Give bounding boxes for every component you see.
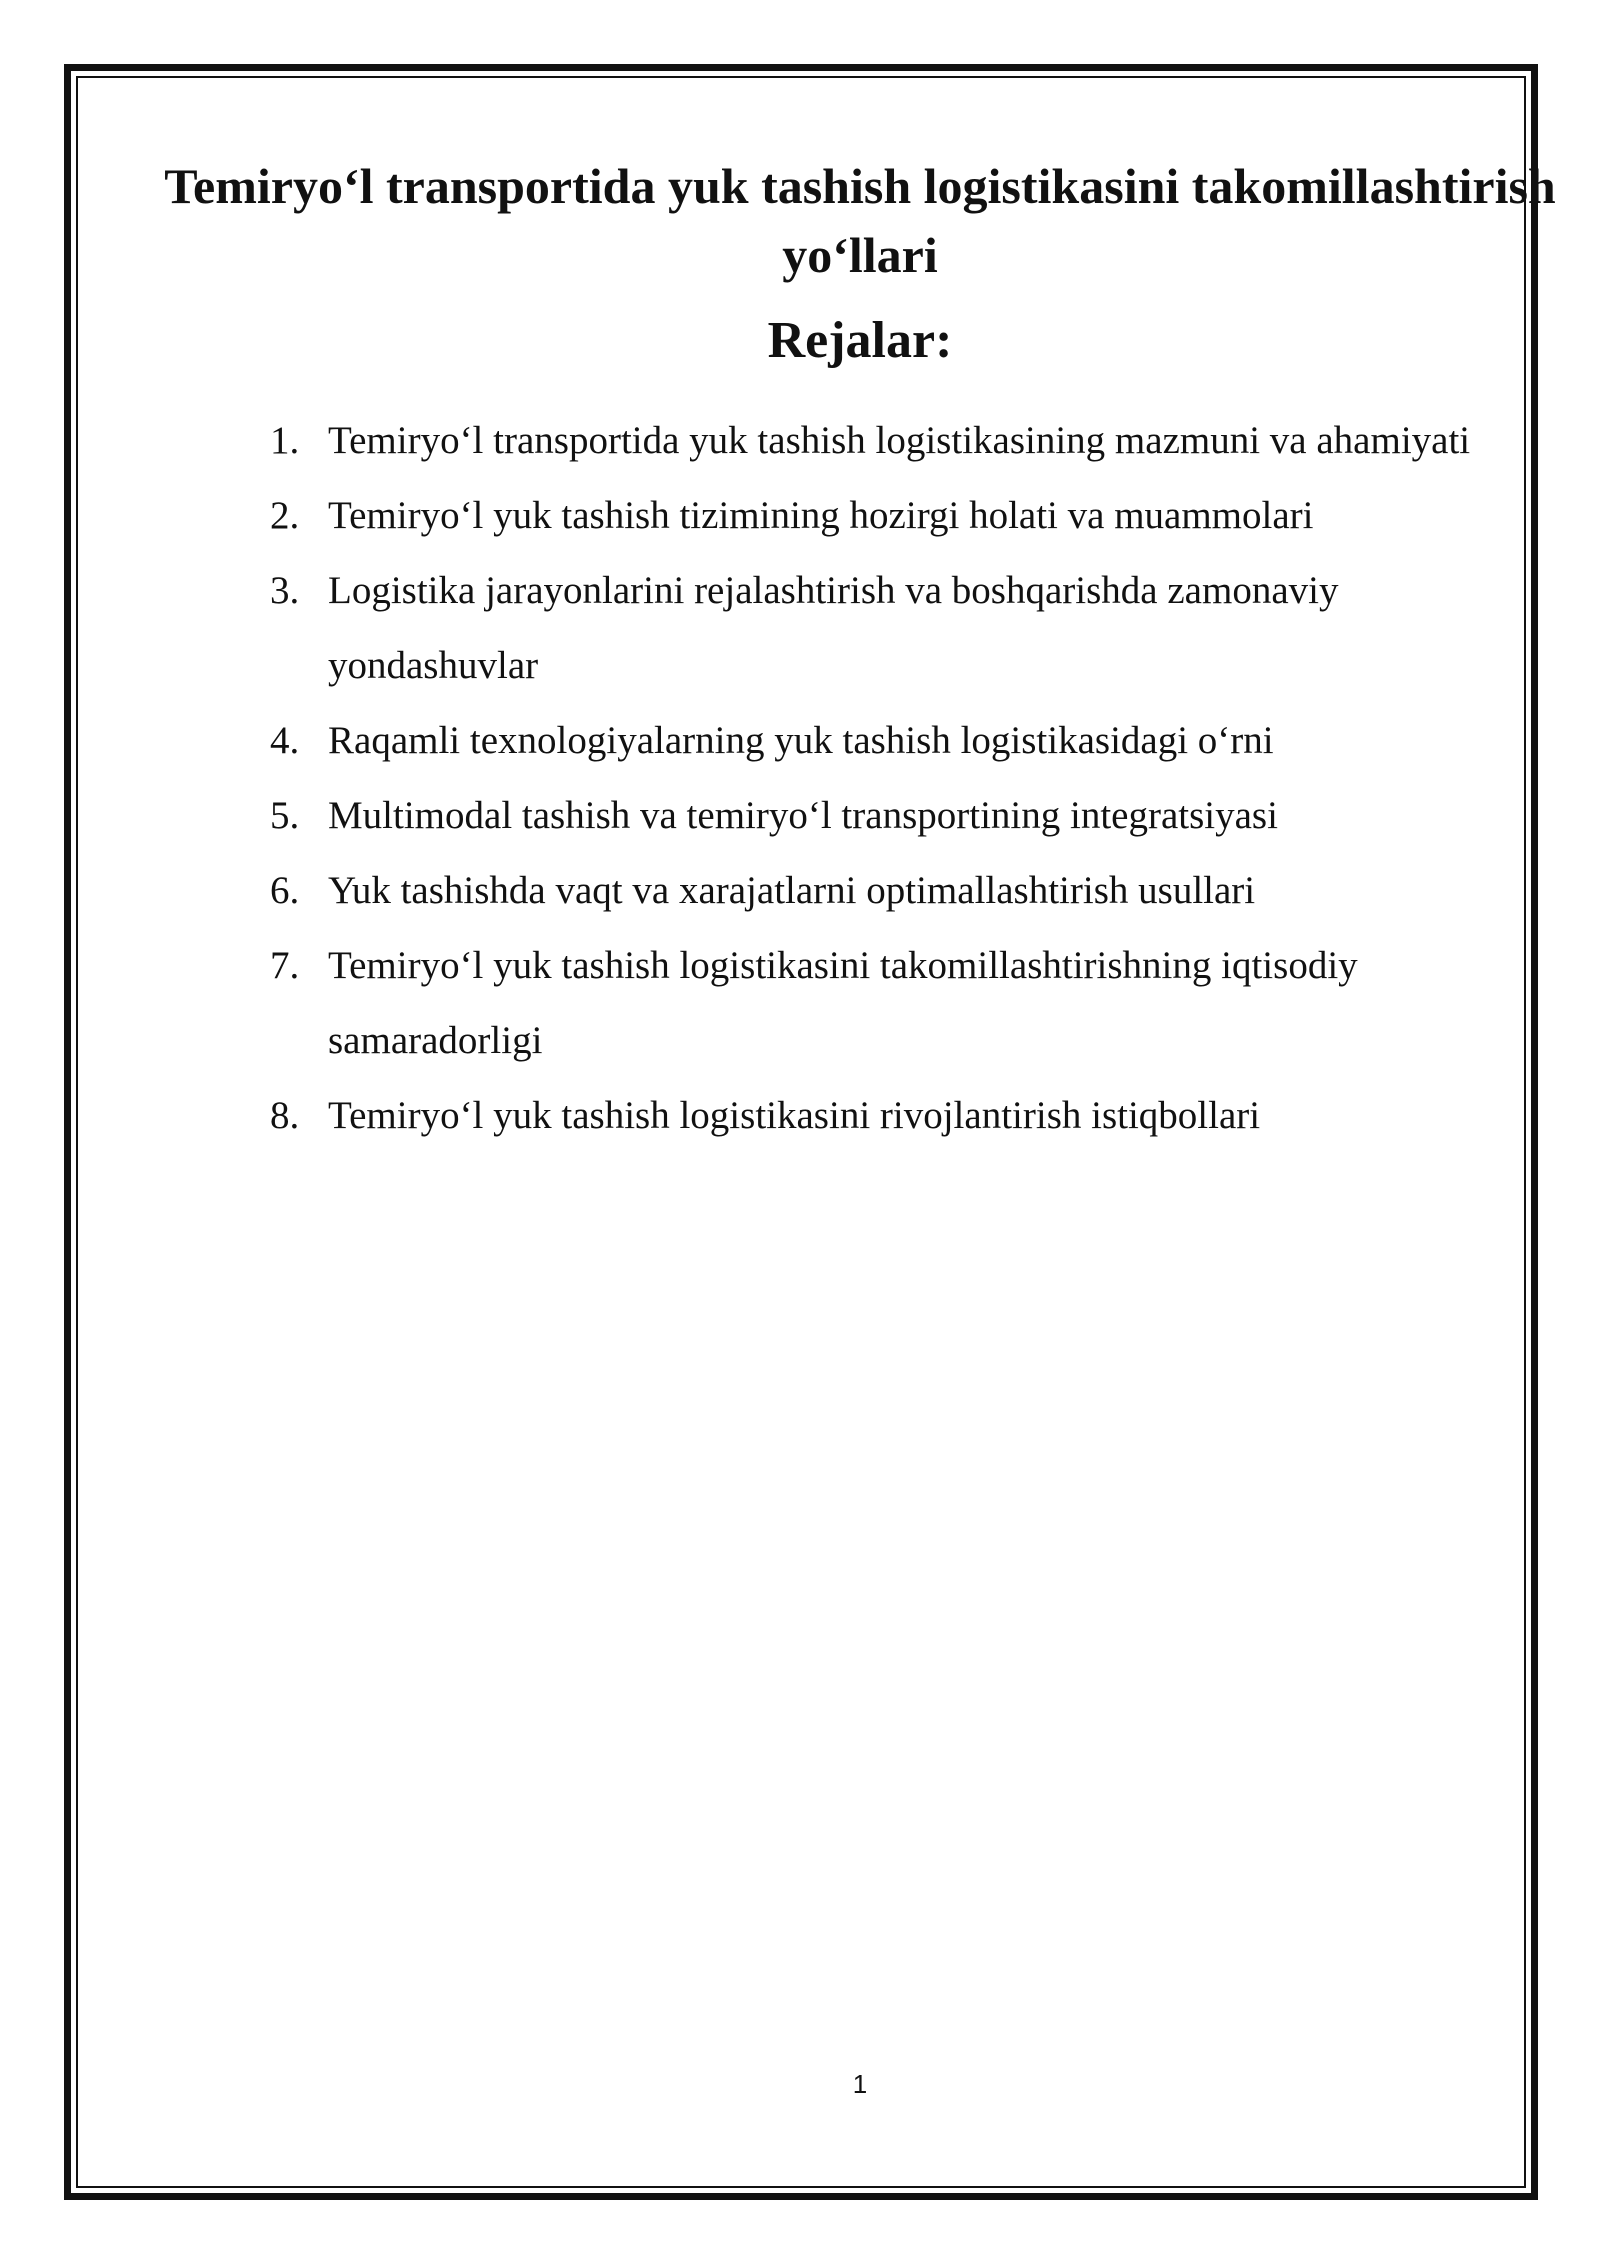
- plan-item-text: Temiryo‘l yuk tashish logistikasini rivojlantirish istiqbollari: [328, 1094, 1261, 1137]
- plan-item: [270, 928, 1500, 1078]
- plan-item-text: Multimodal tashish va temiryo‘l transportining integratsiyasi: [328, 794, 1278, 837]
- plan-item-text: Temiryo‘l yuk tashish logistikasini takomillashtirishning iqtisodiy samaradorligi: [328, 944, 1358, 1062]
- plan-item: [270, 478, 1500, 553]
- page-number: 1: [852, 2069, 868, 2099]
- plan-item-text: Temiryo‘l transportida yuk tashish logistikasining mazmuni va ahamiyati: [328, 419, 1471, 462]
- plan-item-text: Yuk tashishda vaqt va xarajatlarni optimallashtirish usullari: [328, 869, 1256, 912]
- plan-item: [270, 1078, 1500, 1153]
- plan-item-number: 3.: [270, 569, 300, 612]
- document-title: Temiryo‘l transportida yuk tashish logistikasini takomillashtirish yo‘llari: [164, 158, 1556, 283]
- plan-item-text: Raqamli texnologiyalarning yuk tashish logistikasidagi o‘rni: [328, 719, 1274, 762]
- plan-list: [270, 403, 1500, 1153]
- plan-item-number: 4.: [270, 719, 300, 762]
- plan-item-number: 2.: [270, 494, 300, 537]
- plan-item-number: 8.: [270, 1094, 300, 1137]
- plan-item: [270, 553, 1500, 703]
- plan-item: [270, 778, 1500, 853]
- plan-item: [270, 853, 1500, 928]
- plan-item-number: 5.: [270, 794, 300, 837]
- plan-item-number: 1.: [270, 419, 300, 462]
- plan-item-number: 6.: [270, 869, 300, 912]
- plan-item-text: Temiryo‘l yuk tashish tizimining hozirgi holati va muammolari: [328, 494, 1314, 537]
- plan-item-number: 7.: [270, 944, 300, 987]
- plans-heading: Rejalar:: [767, 312, 953, 369]
- plan-item: [270, 703, 1500, 778]
- plan-item: [270, 403, 1500, 478]
- plan-item-text: Logistika jarayonlarini rejalashtirish va boshqarishda zamonaviy yondashuvlar: [328, 569, 1339, 687]
